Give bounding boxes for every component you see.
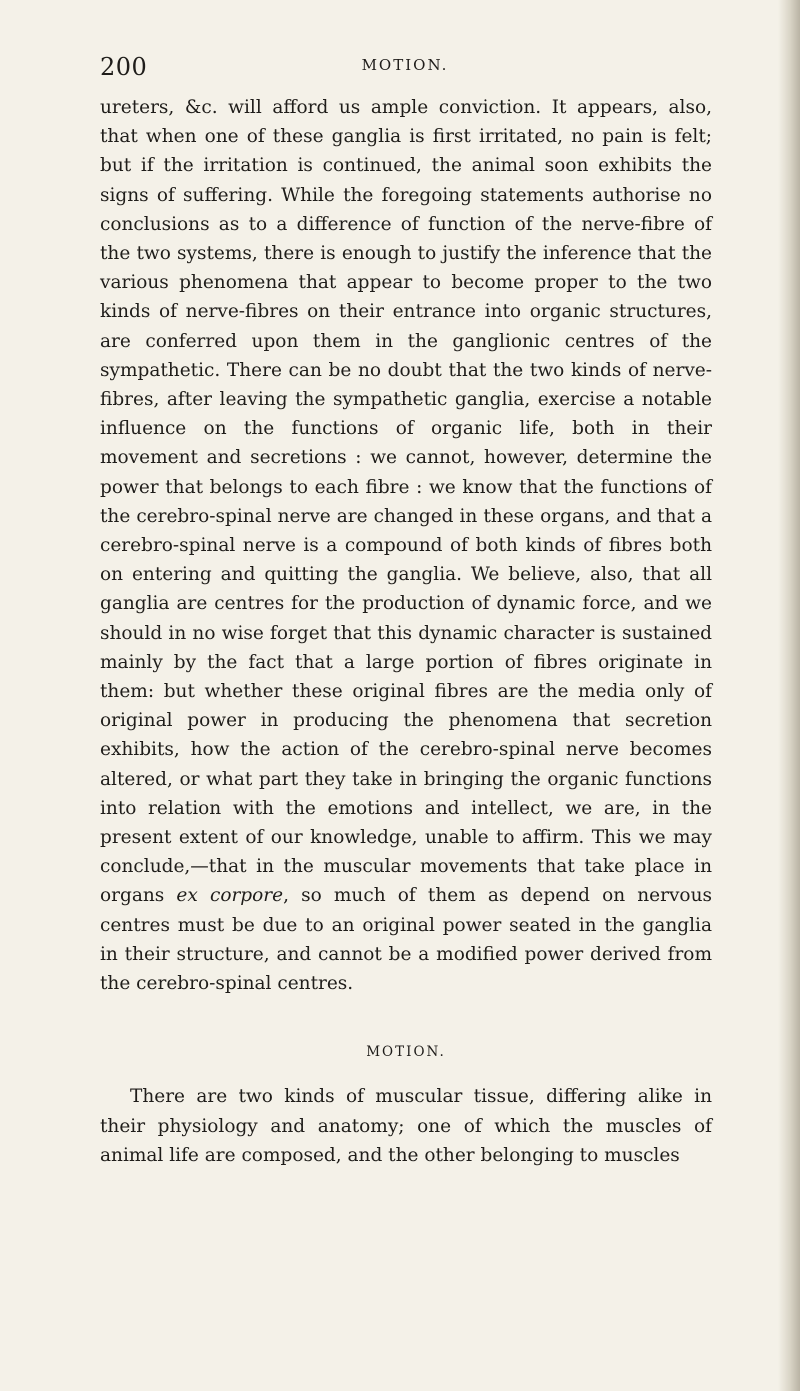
running-head xyxy=(100,52,710,88)
section-heading: MOTION. xyxy=(366,1044,446,1061)
page-number: 200 xyxy=(100,53,148,81)
running-head-title: MOTION. xyxy=(361,56,449,74)
paragraph-2: There are two kinds of muscular tissue, differing alike in their physiology and anatomy; one of which the muscles of animal life are composed, and the other belonging to muscles xyxy=(100,1086,712,1166)
paragraph-1-end: , so much of them as depend on nervous centres must be due to an original power seated in the ganglia in their structure, and cannot be a modified power derived from the cerebro-spinal centres. xyxy=(100,885,712,995)
page-edge-shadow xyxy=(778,0,800,1391)
italic-phrase: ex corpore xyxy=(176,885,284,907)
page-body xyxy=(100,93,712,1170)
paragraph-1 xyxy=(100,93,712,998)
paragraph-1-text: ureters, &c. will afford us ample conviction. It appears, also, that when one of these ganglia is first irritated, no pain is felt; but if the irritation is continued, the animal soon exhibits the signs of suffering. While the foregoing statements authorise no conclusions as to a difference of function of the nerve-fibre of the two systems, there is enough to justify the inference that the various phenomena that appear to become proper to the two kinds of nerve-fibres on their entrance into organic structures, are conferred upon them in the ganglionic centres of the sympathetic. There can be no doubt that the two kinds of nerve-fibres, after leaving the sympathetic ganglia, exercise a notable influence on the functions of organic life, both in their movement and secretions : we cannot, however, determine the power that belongs to each fibre : we know that the functions of the cerebro-spinal nerve are changed in these organs, and that a cerebro-spinal nerve is a compound of both kinds of fibres both on entering and quitting the ganglia. We believe, also, that all ganglia are centres for the production of dynamic force, and we should in no wise forget that this dynamic character is sustained mainly by the fact that a large portion of fibres originate in them: but whether these original fibres are the media only of original power in producing the phenomena that secretion exhibits, how the action of the cerebro-spinal nerve becomes altered, or what part they take in bringing the organic functions into relation with the emotions and intellect, we are, in the present extent of our knowledge, unable to affirm. This we may conclude,—that in the muscular movements that take place in organs xyxy=(100,97,712,907)
